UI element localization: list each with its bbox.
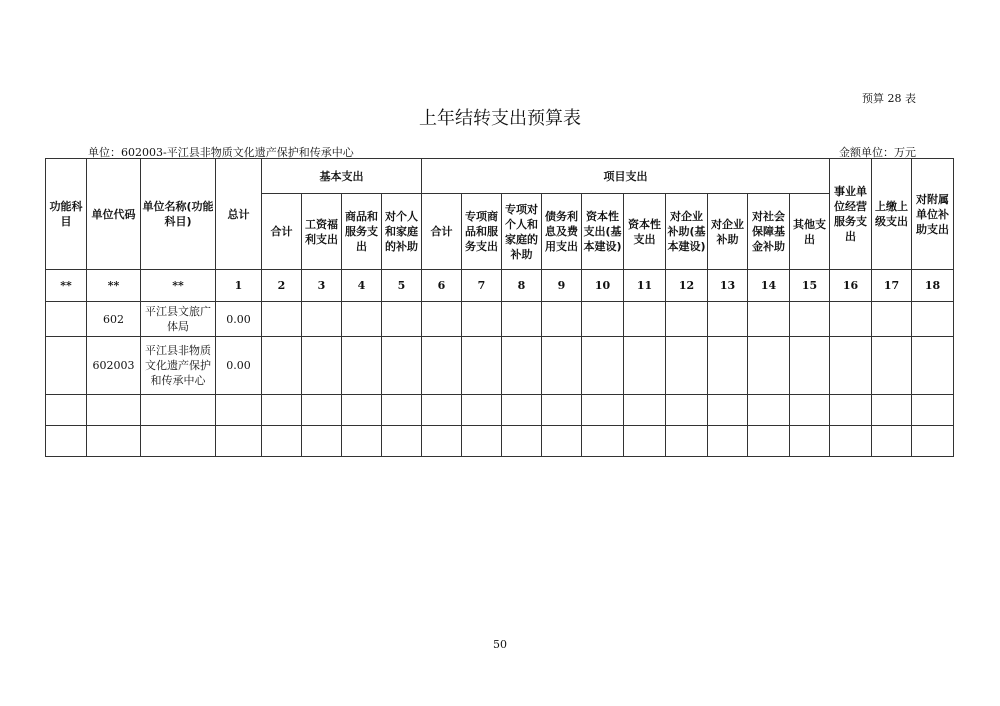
empty-cell xyxy=(382,302,422,337)
empty-cell xyxy=(582,302,624,337)
empty-cell xyxy=(912,337,954,395)
empty-cell xyxy=(708,337,748,395)
header-enterprise-build: 对企业补助(基本建设) xyxy=(666,194,708,270)
header-social: 对社会保障基金补助 xyxy=(748,194,790,270)
index-cell: 12 xyxy=(666,270,708,302)
index-cell: 5 xyxy=(382,270,422,302)
empty-cell xyxy=(422,302,462,337)
index-cell: 1 xyxy=(216,270,262,302)
header-func: 功能科目 xyxy=(46,159,87,270)
index-cell: 9 xyxy=(542,270,582,302)
empty-cell xyxy=(790,302,830,337)
empty-cell xyxy=(342,337,382,395)
empty-cell xyxy=(872,302,912,337)
header-code: 单位代码 xyxy=(87,159,141,270)
header-capital: 资本性支出 xyxy=(624,194,666,270)
empty-cell xyxy=(872,337,912,395)
money-unit: 金额单位：万元 xyxy=(839,146,916,159)
empty-cell xyxy=(262,337,302,395)
empty-cell xyxy=(748,337,790,395)
header-special-personal: 专项对个人和家庭的补助 xyxy=(502,194,542,270)
index-cell: 14 xyxy=(748,270,790,302)
empty-cell xyxy=(624,302,666,337)
empty-cell xyxy=(542,337,582,395)
empty-cell xyxy=(830,302,872,337)
index-cell: 3 xyxy=(302,270,342,302)
empty-cell xyxy=(262,302,302,337)
empty-cell xyxy=(302,337,342,395)
func-cell xyxy=(46,337,87,395)
empty-cell xyxy=(624,337,666,395)
header-upper: 上缴上级支出 xyxy=(872,159,912,270)
header-goods: 商品和服务支出 xyxy=(342,194,382,270)
header-name: 单位名称(功能科目) xyxy=(141,159,216,270)
index-cell: 10 xyxy=(582,270,624,302)
code-cell: 602 xyxy=(87,302,141,337)
empty-cell xyxy=(502,337,542,395)
header-project-group: 项目支出 xyxy=(422,159,830,194)
header-personal: 对个人和家庭的补助 xyxy=(382,194,422,270)
total-cell: 0.00 xyxy=(216,302,262,337)
index-cell: 2 xyxy=(262,270,302,302)
total-cell: 0.00 xyxy=(216,337,262,395)
form-number: 预算 28 表 xyxy=(862,92,916,105)
index-cell: 11 xyxy=(624,270,666,302)
empty-cell xyxy=(382,337,422,395)
empty-cell xyxy=(542,302,582,337)
empty-cell xyxy=(342,302,382,337)
index-cell: 17 xyxy=(872,270,912,302)
index-cell: 18 xyxy=(912,270,954,302)
empty-row xyxy=(46,426,954,457)
index-cell: 16 xyxy=(830,270,872,302)
unit-label: 单位：602003-平江县非物质文化遗产保护和传承中心 xyxy=(88,146,354,159)
header-affiliated: 对附属单位补助支出 xyxy=(912,159,954,270)
empty-cell xyxy=(502,302,542,337)
index-cell: 7 xyxy=(462,270,502,302)
table-row xyxy=(46,302,954,337)
empty-cell xyxy=(582,337,624,395)
empty-row xyxy=(46,395,954,426)
index-cell: 8 xyxy=(502,270,542,302)
func-cell xyxy=(46,302,87,337)
empty-cell xyxy=(462,337,502,395)
header-basic-group: 基本支出 xyxy=(262,159,422,194)
header-wages: 工资福利支出 xyxy=(302,194,342,270)
header-debt: 债务利息及费用支出 xyxy=(542,194,582,270)
table-row xyxy=(46,337,954,395)
index-cell: 13 xyxy=(708,270,748,302)
header-other: 其他支出 xyxy=(790,194,830,270)
header-business: 事业单位经营服务支出 xyxy=(830,159,872,270)
empty-cell xyxy=(666,302,708,337)
index-cell: ** xyxy=(87,270,141,302)
empty-cell xyxy=(666,337,708,395)
empty-cell xyxy=(708,302,748,337)
index-row xyxy=(46,270,954,302)
header-capital-build: 资本性支出(基本建设) xyxy=(582,194,624,270)
empty-cell xyxy=(912,302,954,337)
header-enterprise: 对企业补助 xyxy=(708,194,748,270)
empty-cell xyxy=(302,302,342,337)
index-cell: 15 xyxy=(790,270,830,302)
empty-cell xyxy=(790,337,830,395)
budget-table xyxy=(45,158,954,457)
empty-cell xyxy=(748,302,790,337)
code-cell: 602003 xyxy=(87,337,141,395)
header-special-goods: 专项商品和服务支出 xyxy=(462,194,502,270)
header-basic-sum: 合计 xyxy=(262,194,302,270)
index-cell: ** xyxy=(46,270,87,302)
index-cell: ** xyxy=(141,270,216,302)
header-project-sum: 合计 xyxy=(422,194,462,270)
header-total: 总计 xyxy=(216,159,262,270)
empty-cell xyxy=(462,302,502,337)
name-cell: 平江县文旅广体局 xyxy=(141,302,216,337)
index-cell: 6 xyxy=(422,270,462,302)
index-cell: 4 xyxy=(342,270,382,302)
page-title: 上年结转支出预算表 xyxy=(419,108,581,129)
page-number: 50 xyxy=(493,638,507,651)
empty-cell xyxy=(830,337,872,395)
name-cell: 平江县非物质文化遗产保护和传承中心 xyxy=(141,337,216,395)
empty-cell xyxy=(422,337,462,395)
